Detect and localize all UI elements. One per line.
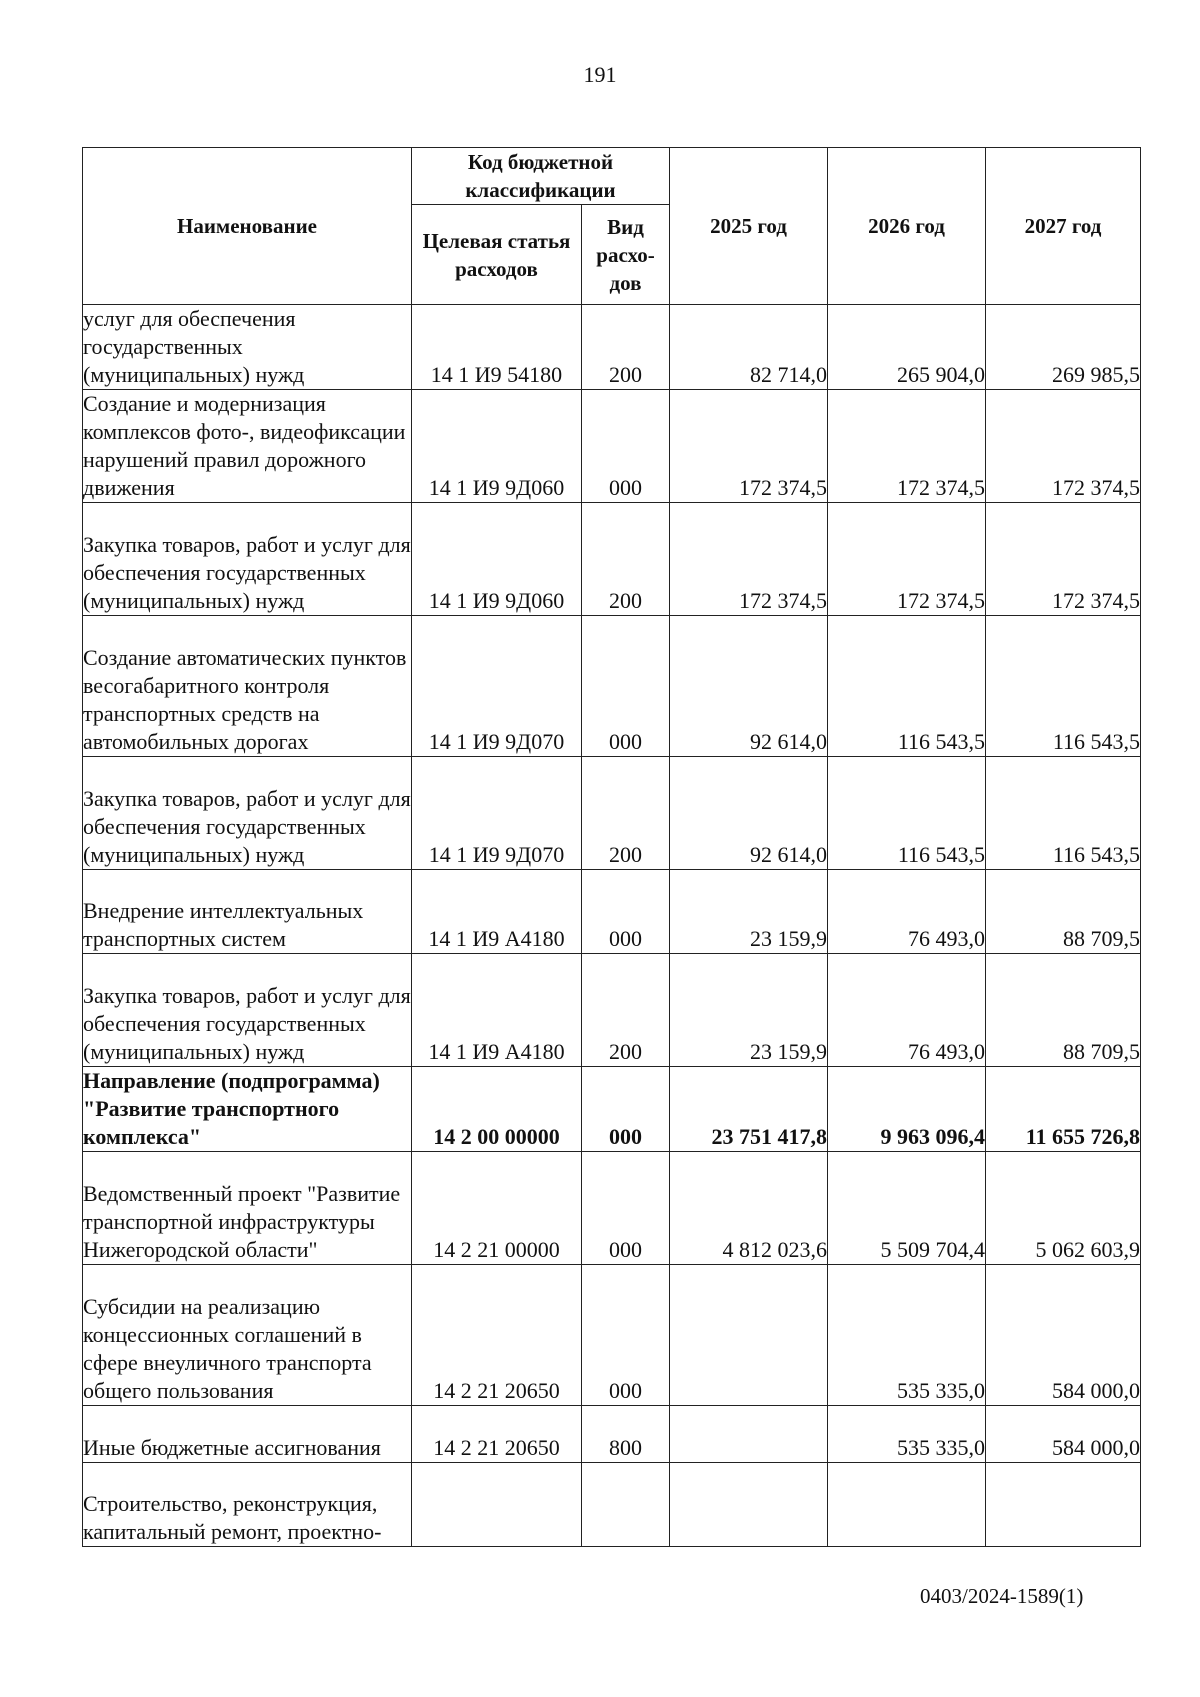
table-row <box>83 390 1141 503</box>
row-kind-cell: 000 <box>582 616 670 757</box>
row-value-2027: 88 709,5 <box>986 870 1141 954</box>
row-value-2025: 172 374,5 <box>670 390 828 503</box>
header-year-2025: 2025 год <box>670 148 828 305</box>
row-value-2026: 535 335,0 <box>828 1406 986 1463</box>
row-value-2025: 4 812 023,6 <box>670 1152 828 1265</box>
row-value-2025: 92 614,0 <box>670 616 828 757</box>
row-value-2025 <box>670 1265 828 1406</box>
row-value-2027 <box>986 1463 1141 1547</box>
row-value-2026: 172 374,5 <box>828 503 986 616</box>
row-value-2025: 172 374,5 <box>670 503 828 616</box>
table-row <box>83 1265 1141 1406</box>
row-value-2025: 23 159,9 <box>670 954 828 1067</box>
row-value-2026: 76 493,0 <box>828 954 986 1067</box>
row-kind-cell: 000 <box>582 1152 670 1265</box>
header-name: Наименование <box>83 148 412 305</box>
row-code-cell: 14 1 И9 9Д070 <box>412 757 582 870</box>
row-code-cell: 14 2 21 20650 <box>412 1406 582 1463</box>
row-value-2027: 584 000,0 <box>986 1265 1141 1406</box>
row-value-2027: 116 543,5 <box>986 757 1141 870</box>
row-code-cell: 14 1 И9 9Д070 <box>412 616 582 757</box>
row-value-2026: 76 493,0 <box>828 870 986 954</box>
row-value-2025: 23 159,9 <box>670 870 828 954</box>
table-row <box>83 503 1141 616</box>
row-value-2025: 23 751 417,8 <box>670 1067 828 1152</box>
header-expense-kind: Вид расхо-дов <box>582 205 670 305</box>
row-name-cell: Внедрение интеллектуальных транспортных систем <box>83 870 412 954</box>
row-code-cell: 14 2 00 00000 <box>412 1067 582 1152</box>
row-value-2025 <box>670 1463 828 1547</box>
row-value-2027: 88 709,5 <box>986 954 1141 1067</box>
row-code-cell: 14 1 И9 А4180 <box>412 870 582 954</box>
row-name-cell: услуг для обеспечения государственных (муниципальных) нужд <box>83 305 412 390</box>
header-budget-code-group: Код бюджетной классификации <box>412 148 670 205</box>
row-value-2026: 535 335,0 <box>828 1265 986 1406</box>
row-value-2025 <box>670 1406 828 1463</box>
row-value-2025: 92 614,0 <box>670 757 828 870</box>
row-value-2026: 116 543,5 <box>828 616 986 757</box>
row-name-cell: Закупка товаров, работ и услуг для обеспечения государственных (муниципальных) нужд <box>83 954 412 1067</box>
row-name-cell: Субсидии на реализацию концессионных соглашений в сфере внеуличного транспорта общего пользования <box>83 1265 412 1406</box>
document-code: 0403/2024-1589(1) <box>920 1584 1084 1608</box>
budget-table <box>82 147 1141 1547</box>
row-value-2027: 269 985,5 <box>986 305 1141 390</box>
row-name-cell: Строительство, реконструкция, капитальный ремонт, проектно- <box>83 1463 412 1547</box>
table-row <box>83 616 1141 757</box>
row-kind-cell: 000 <box>582 1265 670 1406</box>
row-value-2027: 172 374,5 <box>986 503 1141 616</box>
table-row <box>83 757 1141 870</box>
table-row <box>83 1406 1141 1463</box>
row-kind-cell: 000 <box>582 1067 670 1152</box>
row-code-cell: 14 1 И9 А4180 <box>412 954 582 1067</box>
row-kind-cell <box>582 1463 670 1547</box>
header-target-article: Целевая статья расходов <box>412 205 582 305</box>
row-name-cell: Направление (подпрограмма) "Развитие транспортного комплекса" <box>83 1067 412 1152</box>
row-kind-cell: 000 <box>582 870 670 954</box>
row-name-cell: Иные бюджетные ассигнования <box>83 1406 412 1463</box>
row-value-2027: 5 062 603,9 <box>986 1152 1141 1265</box>
row-code-cell: 14 1 И9 54180 <box>412 305 582 390</box>
row-code-cell: 14 1 И9 9Д060 <box>412 390 582 503</box>
row-value-2026: 9 963 096,4 <box>828 1067 986 1152</box>
row-value-2026: 116 543,5 <box>828 757 986 870</box>
table-row <box>83 954 1141 1067</box>
row-value-2026: 265 904,0 <box>828 305 986 390</box>
row-value-2026 <box>828 1463 986 1547</box>
row-code-cell <box>412 1463 582 1547</box>
row-value-2027: 172 374,5 <box>986 390 1141 503</box>
row-kind-cell: 200 <box>582 503 670 616</box>
row-kind-cell: 200 <box>582 757 670 870</box>
row-value-2025: 82 714,0 <box>670 305 828 390</box>
row-name-cell: Закупка товаров, работ и услуг для обеспечения государственных (муниципальных) нужд <box>83 503 412 616</box>
table-header <box>83 148 1141 305</box>
row-value-2027: 11 655 726,8 <box>986 1067 1141 1152</box>
row-code-cell: 14 2 21 00000 <box>412 1152 582 1265</box>
row-value-2027: 584 000,0 <box>986 1406 1141 1463</box>
table-row <box>83 305 1141 390</box>
row-code-cell: 14 2 21 20650 <box>412 1265 582 1406</box>
row-code-cell: 14 1 И9 9Д060 <box>412 503 582 616</box>
row-value-2027: 116 543,5 <box>986 616 1141 757</box>
row-name-cell: Ведомственный проект "Развитие транспортной инфраструктуры Нижегородской области" <box>83 1152 412 1265</box>
row-kind-cell: 000 <box>582 390 670 503</box>
header-year-2026: 2026 год <box>828 148 986 305</box>
table-row <box>83 1152 1141 1265</box>
table-body <box>83 305 1141 1547</box>
row-name-cell: Создание и модернизация комплексов фото-, видеофиксации нарушений правил дорожного движения <box>83 390 412 503</box>
table-row <box>83 870 1141 954</box>
page-number: 191 <box>583 62 617 87</box>
row-kind-cell: 800 <box>582 1406 670 1463</box>
row-name-cell: Создание автоматических пунктов весогабаритного контроля транспортных средств на автомобильных дорогах <box>83 616 412 757</box>
table-row <box>83 1067 1141 1152</box>
header-year-2027: 2027 год <box>986 148 1141 305</box>
row-value-2026: 172 374,5 <box>828 390 986 503</box>
row-kind-cell: 200 <box>582 305 670 390</box>
row-value-2026: 5 509 704,4 <box>828 1152 986 1265</box>
row-name-cell: Закупка товаров, работ и услуг для обеспечения государственных (муниципальных) нужд <box>83 757 412 870</box>
row-kind-cell: 200 <box>582 954 670 1067</box>
table-row <box>83 1463 1141 1547</box>
